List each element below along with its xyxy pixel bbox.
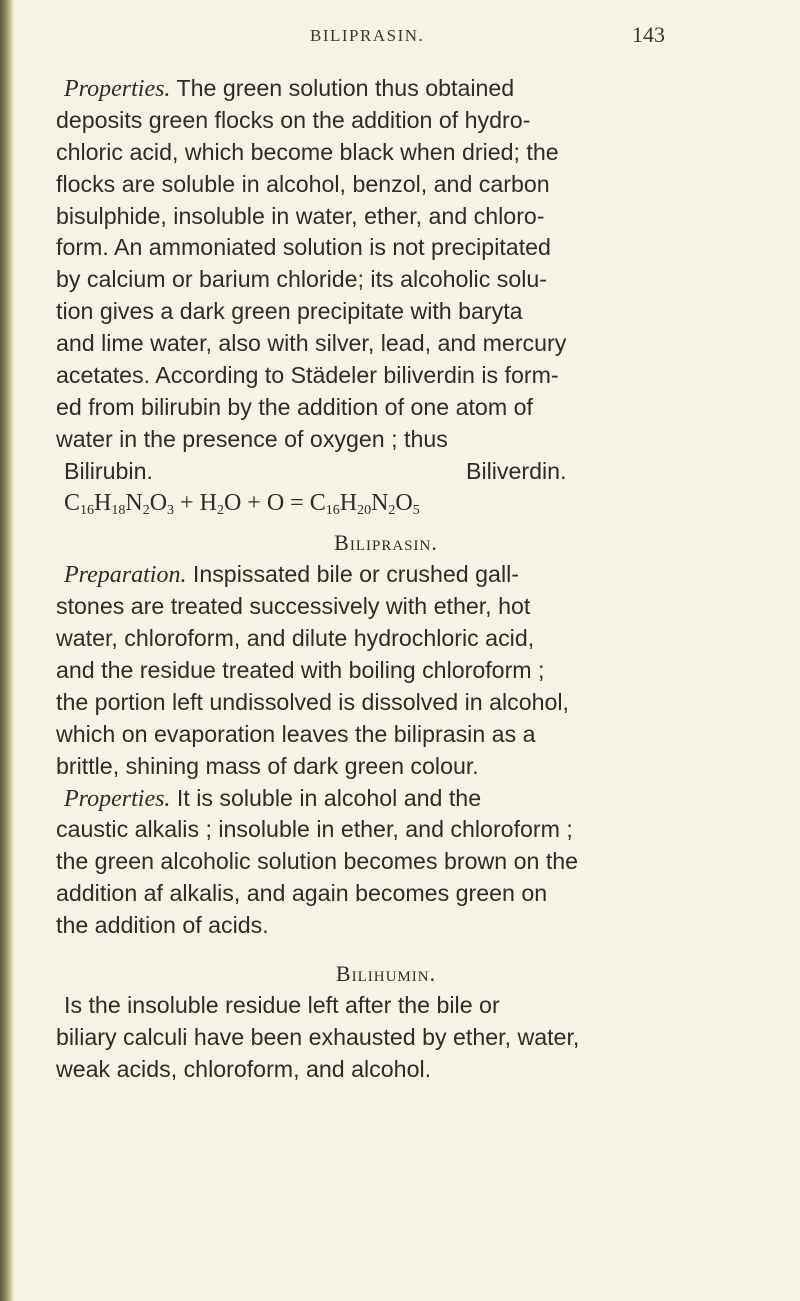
paragraph-line: addition af alkalis, and again becomes green on: [56, 880, 548, 907]
paragraph-line: and lime water, also with silver, lead, and mercury: [56, 330, 567, 357]
paragraph-line: by calcium or barium chloride; its alcoholic solu-: [56, 266, 547, 293]
paragraph-line: water, chloroform, and dilute hydrochloric acid,: [56, 625, 535, 652]
paragraph-line: stones are treated successively with ether, hot: [56, 593, 531, 620]
paragraph-line: the portion left undissolved is dissolved in alcohol,: [56, 688, 570, 715]
paragraph-line: biliary calculi have been exhausted by ether, water,: [56, 1023, 580, 1050]
book-spine-edge: [0, 0, 14, 1301]
paragraph-line: form. An ammoniated solution is not precipitated: [56, 234, 551, 261]
running-head: BILIPRASIN.: [310, 26, 425, 45]
paragraph-line: Properties. It is soluble in alcohol and the: [64, 784, 482, 812]
paragraph-line: brittle, shining mass of dark green colour.: [56, 752, 479, 779]
paragraph-line: which on evaporation leaves the biliprasin as a: [56, 720, 536, 747]
equation-label-biliverdin: Biliverdin.: [466, 457, 567, 484]
page-body: [56, 73, 756, 1086]
paragraph-line: tion gives a dark green precipitate with baryta: [56, 298, 523, 325]
section-heading-biliprasin: Biliprasin.: [334, 530, 438, 556]
page-header: [0, 18, 800, 52]
paragraph-line: flocks are soluble in alcohol, benzol, and carbon: [56, 170, 550, 197]
paragraph-line: chloric acid, which become black when dried; the: [56, 138, 559, 165]
paragraph-line: ed from bilirubin by the addition of one atom of: [56, 393, 533, 420]
paragraph-line: and the residue treated with boiling chloroform ;: [56, 657, 545, 684]
paragraph-line: deposits green flocks on the addition of hydro-: [56, 106, 531, 133]
page-number: 143: [632, 22, 665, 47]
paragraph-line: Properties. The green solution thus obtained: [64, 75, 515, 102]
paragraph-line: the green alcoholic solution becomes brown on the: [56, 848, 579, 875]
section-lead-properties: Properties.: [64, 76, 171, 102]
paragraph-line: bisulphide, insoluble in water, ether, and chloro-: [56, 202, 545, 229]
paragraph-line: water in the presence of oxygen ; thus: [56, 425, 448, 452]
paragraph-line: Preparation. Inspissated bile or crushed gall-: [64, 561, 519, 589]
paragraph-line: the addition of acids.: [56, 912, 269, 939]
paragraph-line: Is the insoluble residue left after the bile or: [64, 991, 500, 1018]
paragraph-line: caustic alkalis ; insoluble in ether, and chloroform ;: [56, 816, 573, 843]
section-heading-bilihumin: Bilihumin.: [335, 961, 437, 987]
section-lead-preparation: Preparation.: [64, 562, 187, 589]
equation-label-bilirubin: Bilirubin.: [64, 457, 153, 484]
paragraph-line: weak acids, chloroform, and alcohol.: [56, 1055, 432, 1082]
paragraph-line: acetates. According to Städeler biliverdin is form-: [56, 362, 559, 389]
equation-labels: [56, 456, 756, 488]
chemical-equation: $C_{16}H_{18}N_2O_3 + H_2O + O = C_{16}H_{20}N_2O_5$: [64, 489, 420, 518]
section-lead-properties-2: Properties.: [64, 785, 171, 812]
